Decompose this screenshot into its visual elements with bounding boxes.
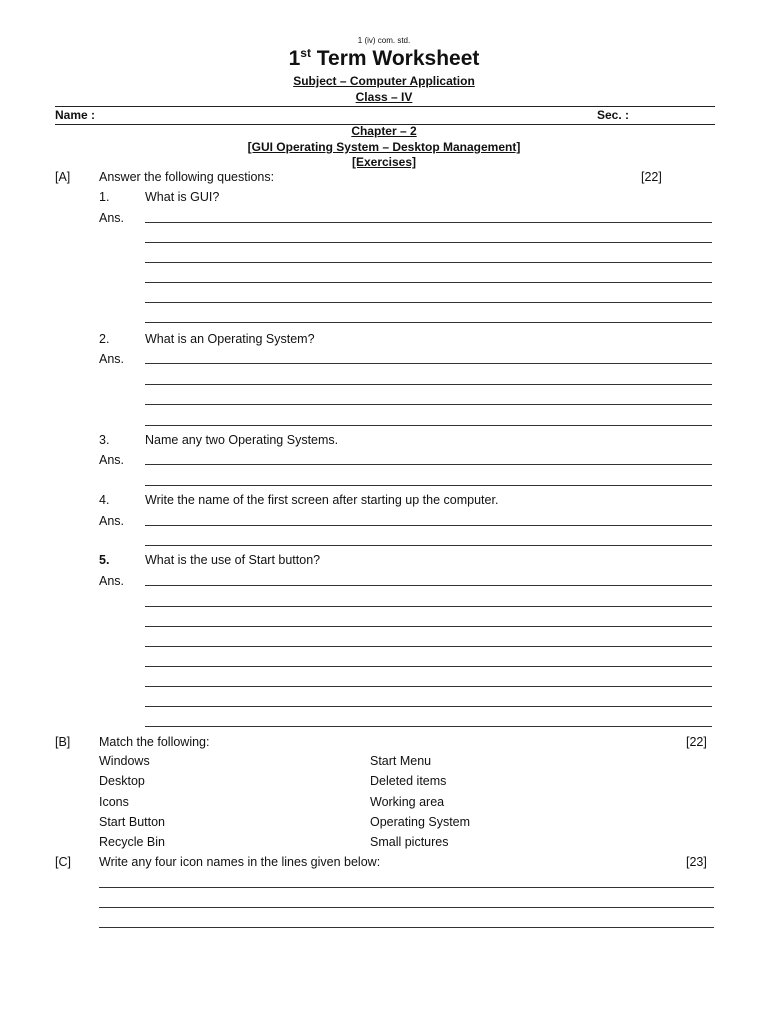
answer-line[interactable] xyxy=(145,646,712,647)
answer-line[interactable] xyxy=(145,404,712,405)
section-b-marks: [22] xyxy=(686,735,707,749)
section-b-label: [B] xyxy=(55,735,71,749)
section-a-marks: [22] xyxy=(641,170,662,184)
icon-name-line[interactable] xyxy=(99,907,714,908)
answer-label: Ans. xyxy=(99,514,125,528)
section-label: Sec. : xyxy=(597,108,630,122)
match-right-item: Small pictures xyxy=(370,835,449,849)
section-b-instruction: Match the following: xyxy=(99,735,210,749)
answer-line[interactable] xyxy=(145,262,712,263)
answer-line[interactable] xyxy=(145,282,712,283)
answer-line[interactable] xyxy=(145,425,712,426)
answer-label: Ans. xyxy=(99,211,125,225)
answer-line[interactable] xyxy=(145,545,712,546)
answer-label: Ans. xyxy=(99,453,125,467)
question-number: 5. xyxy=(99,553,110,567)
name-row-top-rule xyxy=(55,106,715,107)
question-text: Write the name of the first screen after starting up the computer. xyxy=(145,493,499,507)
question-text: What is the use of Start button? xyxy=(145,553,321,567)
answer-line[interactable] xyxy=(145,384,712,385)
match-left-item: Start Button xyxy=(99,815,166,829)
match-right-item: Working area xyxy=(370,795,445,809)
page-title xyxy=(0,46,768,71)
name-label: Name : xyxy=(55,108,96,122)
answer-line[interactable] xyxy=(145,363,712,364)
answer-line[interactable] xyxy=(145,242,712,243)
answer-line[interactable] xyxy=(145,222,712,223)
document-code: 1 (iv) com. std. xyxy=(357,36,411,45)
subject-line: Subject – Computer Application xyxy=(293,74,475,88)
answer-line[interactable] xyxy=(145,302,712,303)
answer-line[interactable] xyxy=(145,585,712,586)
class-line: Class – IV xyxy=(355,90,413,104)
match-right-item: Deleted items xyxy=(370,774,447,788)
section-a-instruction: Answer the following questions: xyxy=(99,170,275,184)
answer-line[interactable] xyxy=(145,706,712,707)
question-number: 4. xyxy=(99,493,110,507)
question-number: 2. xyxy=(99,332,110,346)
chapter-heading: Chapter – 2 xyxy=(351,124,417,138)
icon-name-line[interactable] xyxy=(99,887,714,888)
title-text: Term Worksheet xyxy=(310,47,480,70)
question-number: 1. xyxy=(99,190,110,204)
question-text: What is GUI? xyxy=(145,190,220,204)
chapter-title: [GUI Operating System – Desktop Management] xyxy=(247,140,521,154)
answer-label: Ans. xyxy=(99,352,125,366)
question-number: 3. xyxy=(99,433,110,447)
answer-label: Ans. xyxy=(99,574,125,588)
question-text: What is an Operating System? xyxy=(145,332,315,346)
answer-line[interactable] xyxy=(145,464,712,465)
answer-line[interactable] xyxy=(145,686,712,687)
match-left-item: Icons xyxy=(99,795,129,809)
match-right-item: Operating System xyxy=(370,815,471,829)
title-superscript: st xyxy=(300,46,311,60)
question-text: Name any two Operating Systems. xyxy=(145,433,339,447)
answer-line[interactable] xyxy=(145,485,712,486)
section-c-marks: [23] xyxy=(686,855,707,869)
answer-line[interactable] xyxy=(145,322,712,323)
match-right-item: Start Menu xyxy=(370,754,432,768)
match-left-item: Windows xyxy=(99,754,150,768)
section-c-instruction: Write any four icon names in the lines given below: xyxy=(99,855,381,869)
title-number: 1 xyxy=(288,47,301,70)
match-left-item: Recycle Bin xyxy=(99,835,165,849)
answer-line[interactable] xyxy=(145,626,712,627)
match-left-item: Desktop xyxy=(99,774,145,788)
section-a-label: [A] xyxy=(55,170,71,184)
section-c-label: [C] xyxy=(55,855,71,869)
answer-line[interactable] xyxy=(145,606,712,607)
answer-line[interactable] xyxy=(145,666,712,667)
answer-line[interactable] xyxy=(145,525,712,526)
icon-name-line[interactable] xyxy=(99,927,714,928)
exercises-heading: [Exercises] xyxy=(351,155,417,169)
answer-line[interactable] xyxy=(145,726,712,727)
